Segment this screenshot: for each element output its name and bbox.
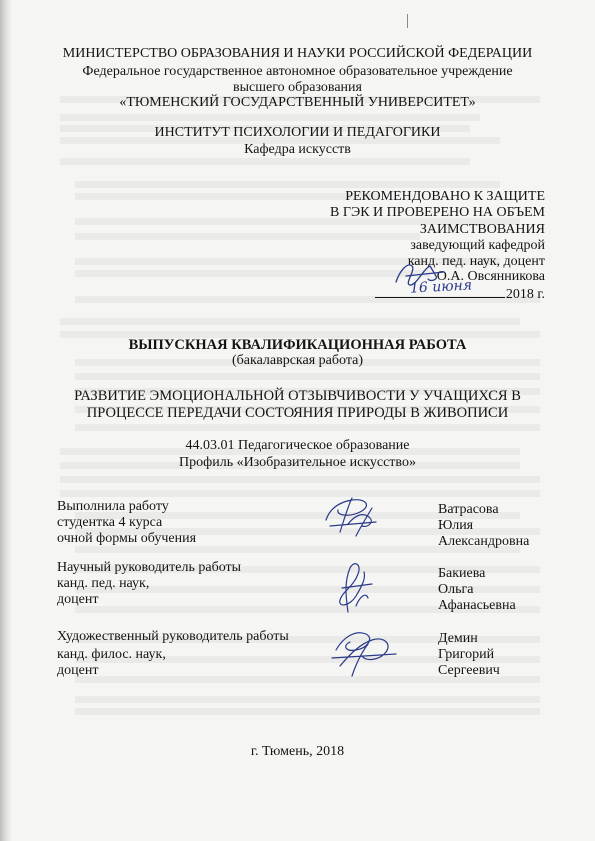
art-supervisor-degree: канд. филос. наук, bbox=[57, 647, 166, 662]
student-patronymic: Александровна bbox=[438, 534, 530, 549]
bleed-through-line bbox=[60, 158, 470, 165]
work-type: ВЫПУСКНАЯ КВАЛИФИКАЦИОННАЯ РАБОТА bbox=[128, 337, 467, 353]
supervisor-signature-stroke bbox=[340, 564, 372, 612]
supervisor-degree: канд. пед. наук, bbox=[57, 576, 150, 591]
art-supervisor-role: Художественный руководитель работы bbox=[57, 629, 289, 644]
bleed-through-line bbox=[60, 490, 540, 497]
student-signature bbox=[326, 498, 376, 536]
city-year: г. Тюмень, 2018 bbox=[250, 744, 345, 759]
institution-type: Федеральное государственное автономное образовательное учреждение bbox=[82, 64, 513, 79]
art-supervisor-signature-stroke bbox=[332, 633, 396, 676]
university-name: «ТЮМЕНСКИЙ ГОСУДАРСТВЕННЫЙ УНИВЕРСИТЕТ» bbox=[119, 95, 476, 110]
bleed-through-line bbox=[75, 424, 540, 431]
institute-name: ИНСТИТУТ ПСИХОЛОГИИ И ПЕДАГОГИКИ bbox=[154, 125, 441, 140]
bleed-through-line bbox=[75, 181, 500, 188]
art-supervisor-signature bbox=[332, 633, 396, 676]
bleed-through-line bbox=[75, 708, 540, 715]
supervisor-surname: Бакиева bbox=[438, 566, 486, 581]
bleed-through-line bbox=[75, 373, 540, 380]
handwritten-date: 16 июня bbox=[409, 277, 473, 297]
bleed-through-line bbox=[75, 696, 540, 703]
approver-degree: канд. пед. наук, доцент bbox=[407, 254, 545, 269]
specialty-code: 44.03.01 Педагогическое образование bbox=[185, 438, 410, 453]
bleed-through-line bbox=[60, 476, 540, 483]
supervisor-title: доцент bbox=[57, 592, 99, 607]
student-study-form: очной формы обучения bbox=[57, 531, 197, 546]
department-name: Кафедра искусств bbox=[244, 142, 351, 157]
art-supervisor-first-name: Григорий bbox=[438, 647, 495, 662]
ministry-heading: МИНИСТЕРСТВО ОБРАЗОВАНИЯ И НАУКИ РОССИЙСКОЙ ФЕДЕРАЦИИ bbox=[62, 46, 533, 61]
student-first-name: Юлия bbox=[438, 518, 474, 533]
work-title-line-2: ПРОЦЕССЕ ПЕРЕДАЧИ СОСТОЯНИЯ ПРИРОДЫ В ЖИВОПИСИ bbox=[86, 405, 509, 421]
bleed-through-line bbox=[75, 270, 430, 277]
bleed-through-line bbox=[60, 114, 480, 121]
bleed-through-line bbox=[75, 233, 420, 240]
approver-position: заведующий кафедрой bbox=[410, 238, 545, 253]
approval-line-2: В ГЭК И ПРОВЕРЕНО НА ОБЪЕМ bbox=[330, 205, 545, 220]
art-supervisor-surname: Демин bbox=[438, 631, 478, 646]
supervisor-patronymic: Афанасьевна bbox=[438, 598, 516, 613]
approval-line-3: ЗАИМСТВОВАНИЯ bbox=[419, 222, 545, 237]
scan-mark bbox=[407, 14, 408, 28]
supervisor-first-name: Ольга bbox=[438, 582, 474, 597]
education-level: высшего образования bbox=[233, 80, 362, 95]
specialty-profile: Профиль «Изобразительное искусство» bbox=[179, 455, 416, 470]
bleed-through-line bbox=[60, 318, 520, 325]
student-course: студентка 4 курса bbox=[57, 515, 163, 530]
art-supervisor-patronymic: Сергеевич bbox=[438, 663, 500, 678]
work-subtype: (бакалаврская работа) bbox=[231, 353, 363, 368]
supervisor-role: Научный руководитель работы bbox=[57, 560, 242, 575]
bleed-through-line bbox=[75, 193, 380, 200]
approval-line-1: РЕКОМЕНДОВАНО К ЗАЩИТЕ bbox=[345, 189, 545, 204]
approver-name: О.А. Овсянникова bbox=[436, 269, 545, 284]
student-surname: Ватрасова bbox=[438, 502, 499, 517]
art-supervisor-title: доцент bbox=[57, 663, 99, 678]
approval-year: 2018 г. bbox=[505, 287, 545, 302]
supervisor-signature bbox=[340, 564, 372, 612]
student-role: Выполнила работу bbox=[57, 499, 169, 514]
work-title-line-1: РАЗВИТИЕ ЭМОЦИОНАЛЬНОЙ ОТЗЫВЧИВОСТИ У УЧАЩИХСЯ В bbox=[74, 388, 521, 404]
student-signature-stroke bbox=[326, 498, 376, 536]
